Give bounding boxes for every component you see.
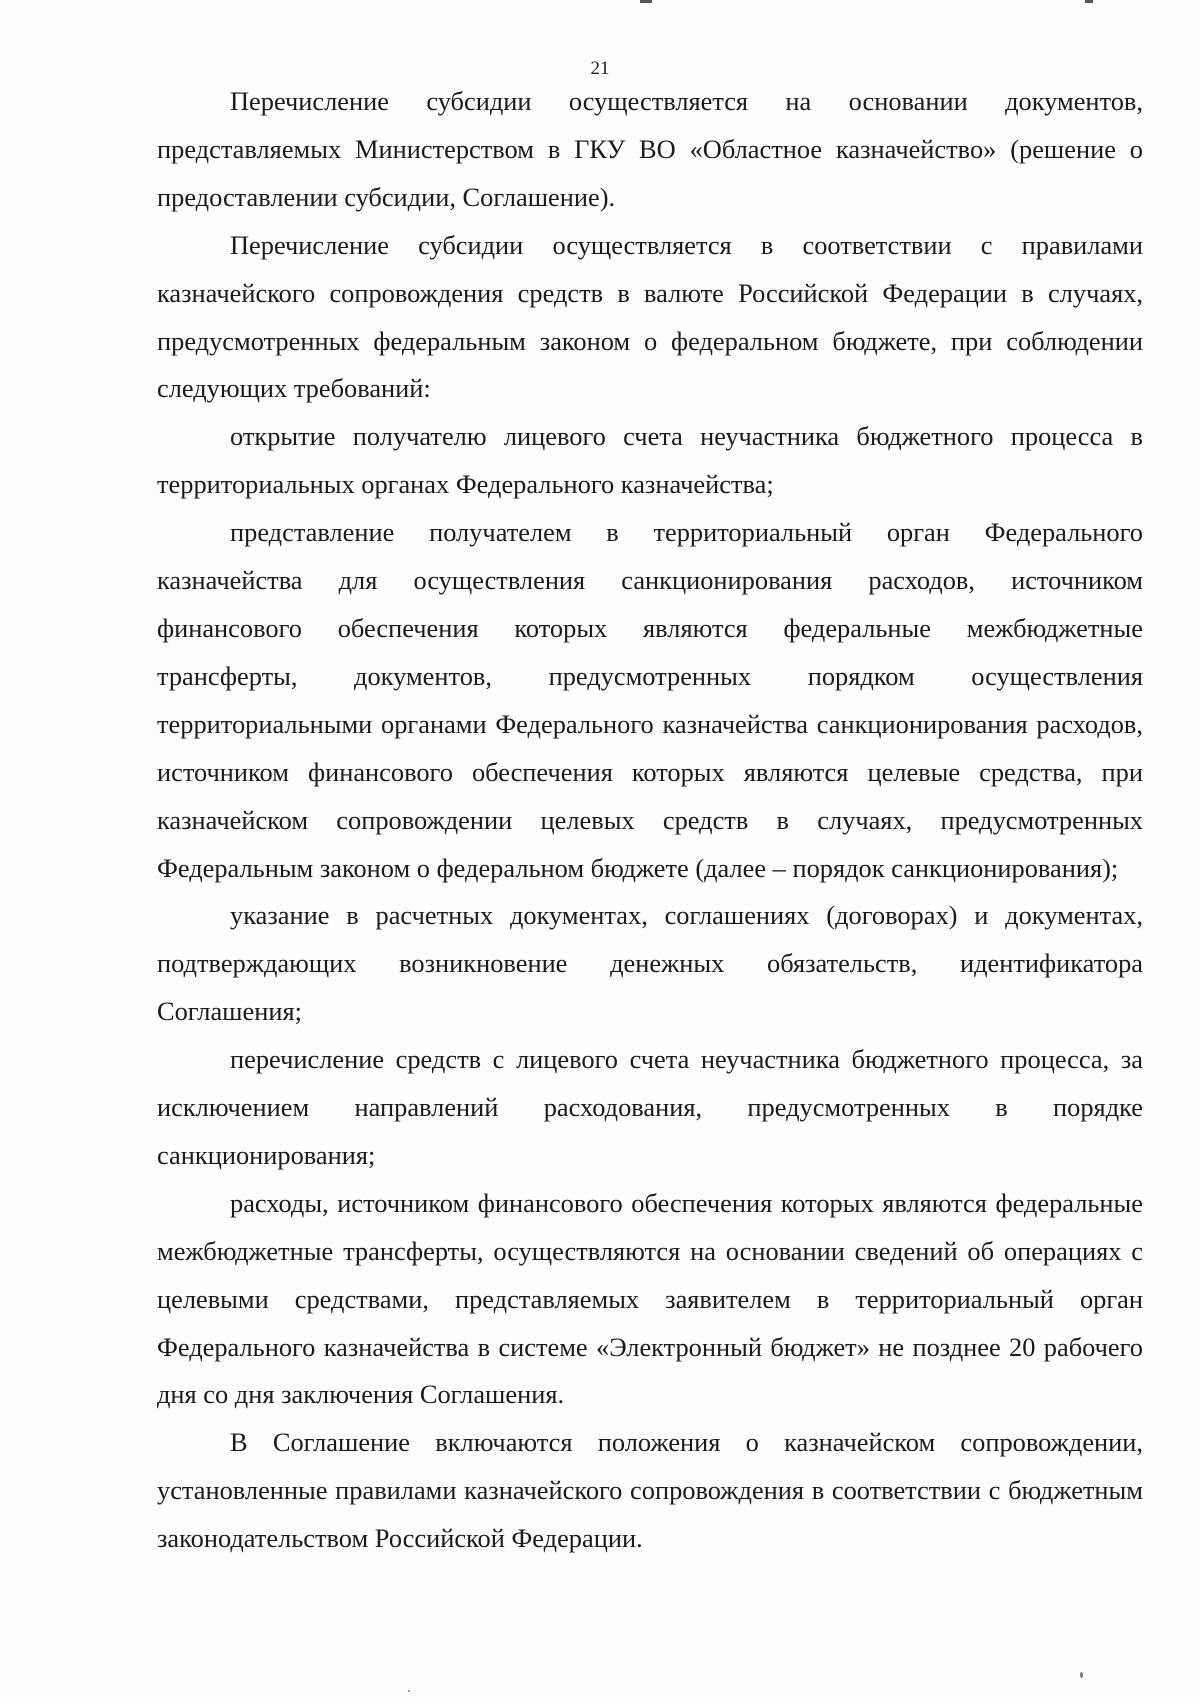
paragraph-treasury-rules: Перечисление субсидии осуществляется в соответствии с правилами казначейского сопровождения средств в валюте Российской Федерации в случаях, предусмотренных федеральным законом о федеральном бюджете, при соблюдении следующих требований: xyxy=(157,229,1143,404)
paragraph-account-opening: открытие получателю лицевого счета неучастника бюджетного процесса в территориальных органах Федерального казначейства; xyxy=(157,421,1143,500)
document-body xyxy=(157,78,1143,1563)
paragraph-transfer-basis: Перечисление субсидии осуществляется на основании документов, представляемых Министерством в ГКУ ВО «Областное казначейство» (решение о предоставлении субсидии, Соглашение). xyxy=(157,86,1143,212)
paragraph-agreement-identifier: указание в расчетных документах, соглашениях (договорах) и документах, подтверждающих возникновение денежных обязательств, идентификатора Соглашения; xyxy=(157,900,1143,1027)
paragraph-funds-transfer: перечисление средств с лицевого счета неучастника бюджетного процесса, за исключением направлений расходования, предусмотренных в порядке санкционирования; xyxy=(157,1044,1143,1170)
scan-edge-mark xyxy=(640,0,652,3)
scan-edge-mark xyxy=(1085,0,1093,3)
paragraph-expenses-reporting: расходы, источником финансового обеспечения которых являются федеральные межбюджетные трансферты, осуществляются на основании сведений об операциях с целевыми средствами, представляемых заявителем в территориальный орган Федерального казначейства в системе «Электронный бюджет» не позднее 20 рабочего дня со дня заключения Соглашения. xyxy=(157,1187,1143,1410)
scan-speck xyxy=(1080,1672,1083,1678)
paragraph-agreement-provisions: В Соглашение включаются положения о казначейском сопровождении, установленные правилами казначейского сопровождения в соответствии с бюджетным законодательством Российской Федерации. xyxy=(157,1427,1143,1554)
scan-speck xyxy=(408,1690,410,1692)
page-number: 21 xyxy=(590,58,610,79)
paragraph-documents-submission: представление получателем в территориальный орган Федерального казначейства для осуществления санкционирования расходов, источником финансового обеспечения которых являются федеральные межбюджетные трансферты, документов, предусмотренных порядком осуществления территориальными органами Федерального казначейства санкционирования расходов, источником финансового обеспечения которых являются целевые средства, при казначейском сопровождении целевых средств в случаях, предусмотренных Федеральным законом о федеральном бюджете (далее – порядок санкционирования); xyxy=(157,517,1143,883)
